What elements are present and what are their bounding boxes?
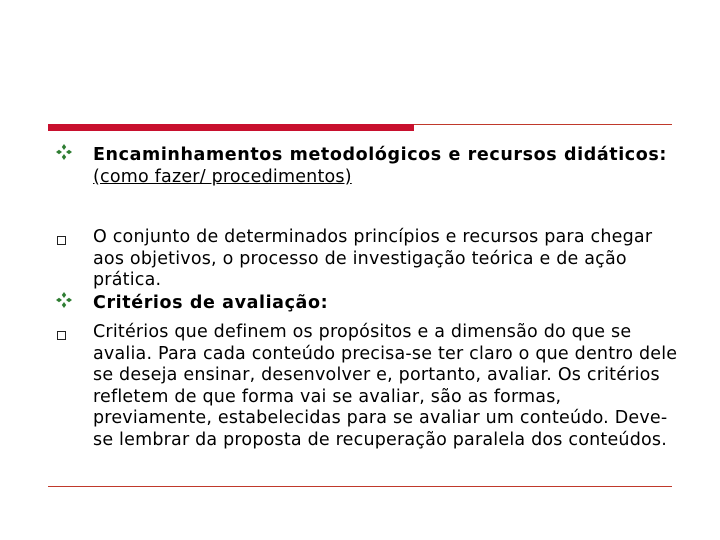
item1-paragraph: O conjunto de determinados princípios e recursos para chegar aos objetivos, o processo de investigação teórica e de ação prática.: [93, 227, 653, 290]
heading-paragraph: [93, 145, 683, 188]
heading-rest: (como fazer/ procedimentos): [93, 166, 352, 187]
heading-bold: Encaminhamentos metodológicos e recursos didáticos:: [93, 145, 668, 165]
bottom-divider: [48, 486, 672, 487]
diamond-bullet-icon: [55, 291, 73, 309]
diamond-bullet-icon: [55, 143, 73, 161]
item2-paragraph: Critérios que definem os propósitos e a dimensão do que se avalia. Para cada conteúdo precisa-se ter claro o que dentro dele se deseja ensinar, desenvolver e, portanto, avaliar. Os critérios refletem de que forma vai se avaliar, são as formas, previamente, estabelecidas para se avaliar um conteúdo. Deve-se lembrar da proposta de recuperação paralela dos conteúdos.: [93, 322, 678, 450]
heading2-paragraph: [93, 293, 683, 315]
square-bullet-icon: [57, 236, 66, 245]
top-accent-bar: [48, 124, 414, 131]
heading2-text: Critérios de avaliação:: [93, 293, 329, 313]
square-bullet-icon: [57, 331, 66, 340]
